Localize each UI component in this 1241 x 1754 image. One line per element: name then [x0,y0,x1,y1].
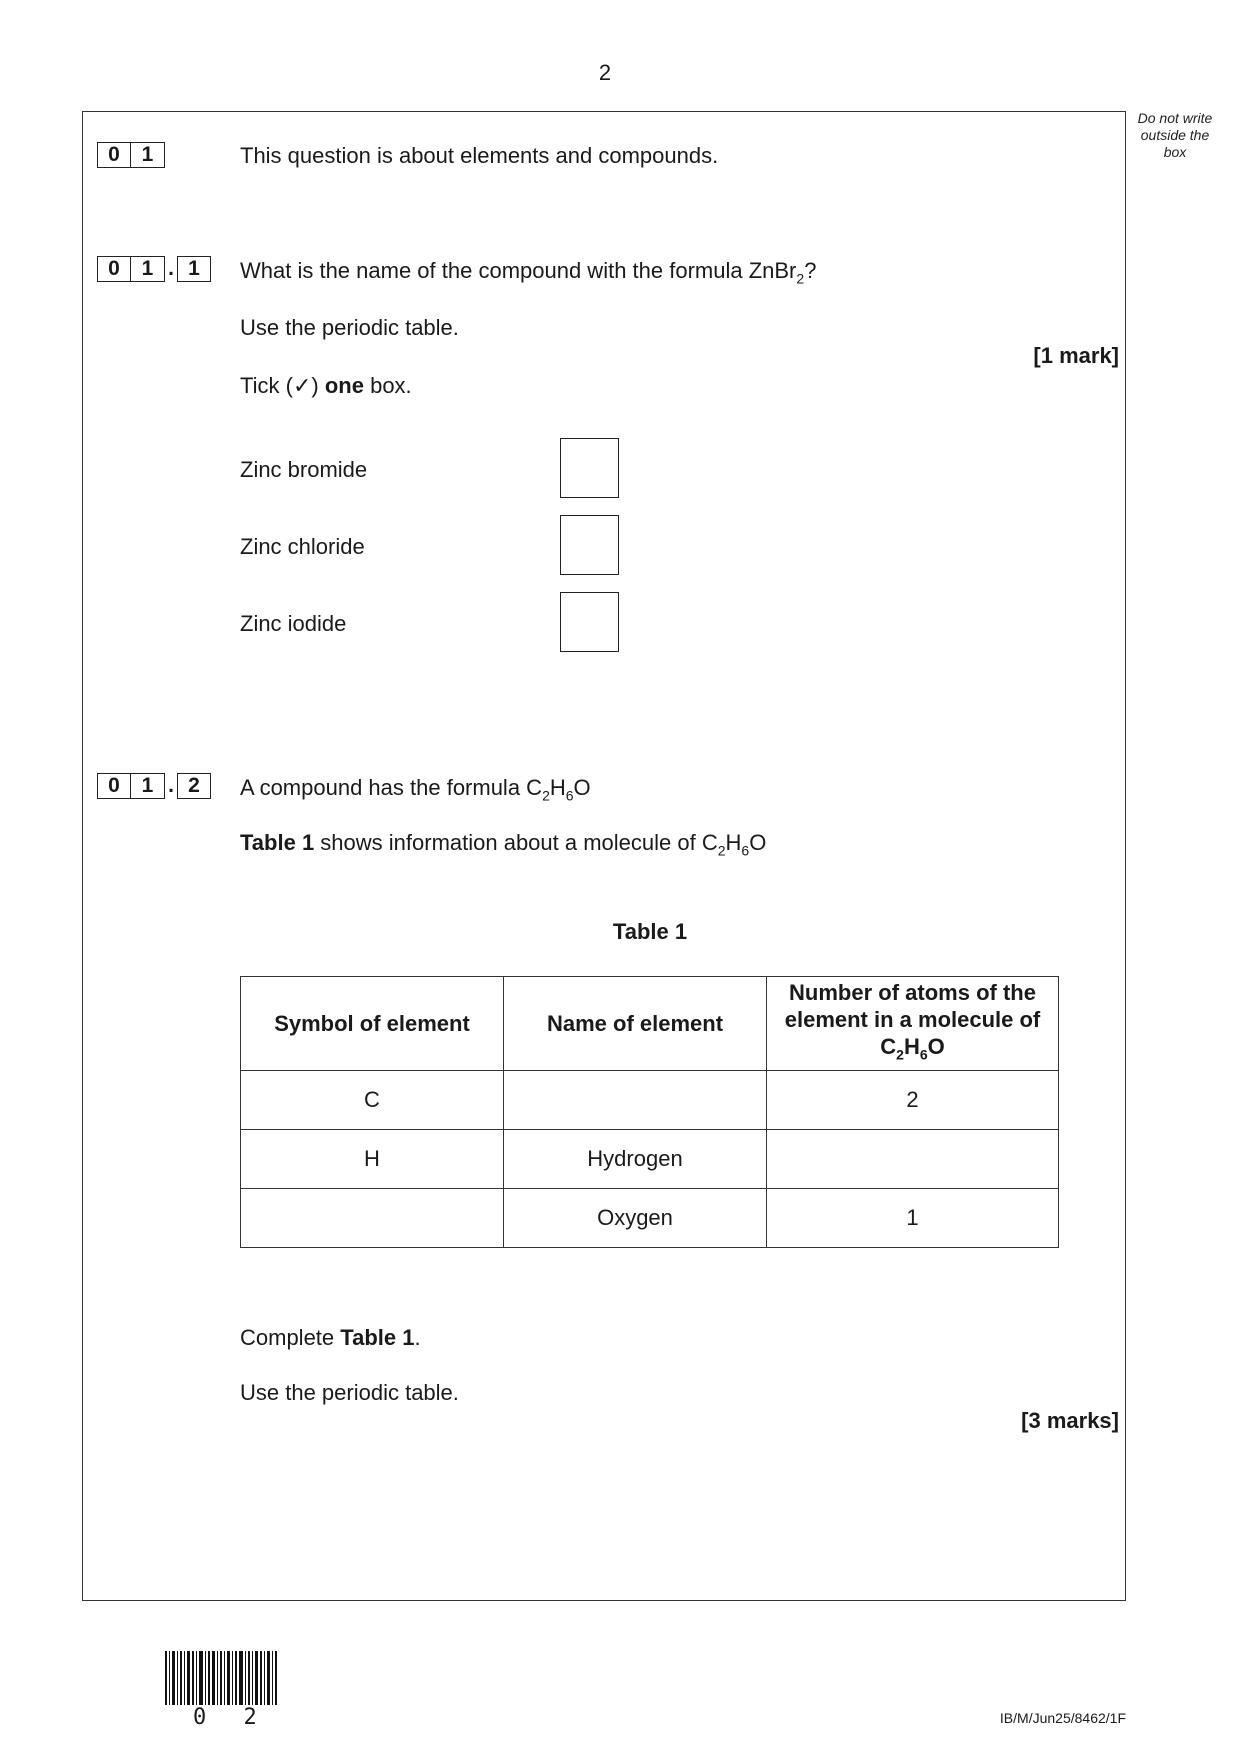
formula-lead: A compound has the formula C [240,775,543,800]
question-digit: 1 [177,256,211,282]
tick-emphasis: one [324,373,364,398]
table-ref: Table 1 [340,1325,415,1350]
question-end: ? [804,258,817,283]
table-cell: Hydrogen [504,1130,767,1189]
tick-box-zinc-bromide[interactable] [560,438,619,498]
question-digit: 1 [131,142,165,168]
barcode-number: 0 2 [193,1705,269,1730]
option-label: Zinc chloride [240,534,365,559]
formula-element: H [725,830,742,855]
barcode-image [165,1651,280,1705]
question-dot: . [168,774,174,797]
table-cell-answer[interactable] [767,1130,1059,1189]
compound-formula-text [240,775,591,803]
question-digit: 1 [131,256,165,282]
table-row [241,1071,1059,1130]
tick-box-zinc-chloride[interactable] [560,515,619,575]
marks-label: [1 mark] [1033,343,1119,368]
table-cell-answer[interactable] [241,1189,504,1248]
complete-table-instruction [240,1325,421,1351]
formula-element: O [927,1033,945,1059]
tick-text: ) [311,373,325,398]
question-dot: . [168,257,174,280]
table-cell: 1 [767,1189,1059,1248]
table-cell: Oxygen [504,1189,767,1248]
table-intro-text: shows information about a molecule of C [314,830,718,855]
margin-note: Do not write outside the box [1137,110,1213,160]
question-number-01-2 [97,773,211,799]
subscript: 6 [919,1046,928,1063]
question-number-01-1 [97,256,211,282]
table-cell: 2 [767,1071,1059,1130]
subscript: 2 [896,1046,904,1063]
question-digit: 0 [97,142,131,168]
page-number: 2 [598,60,612,85]
table-cell: C [241,1071,504,1130]
column-header: Name of element [504,977,767,1071]
question-number-01 [97,142,165,168]
subscript: 2 [717,842,726,859]
complete-text: . [414,1325,421,1350]
question-digit: 2 [177,773,211,799]
table-cell-answer[interactable] [504,1071,767,1130]
formula-element: H [549,775,566,800]
tick-text: box. [363,373,412,398]
formula-element: O [749,830,767,855]
header-text: Number of atoms of the element in a molecule of C [784,979,1041,1059]
tick-box-zinc-iodide[interactable] [560,592,619,652]
question-digit: 1 [131,773,165,799]
instruction-periodic-table: Use the periodic table. [240,1380,459,1405]
table-caption: Table 1 [612,919,688,944]
option-label: Zinc iodide [240,611,347,636]
formula-element: O [573,775,591,800]
table-row [241,1189,1059,1248]
subscript: 6 [741,842,750,859]
tick-mark-icon: ✓ [292,373,312,398]
table-header-row [241,977,1059,1071]
marks-label: [3 marks] [1021,1408,1119,1433]
question-01-1-text [240,258,816,286]
elements-table [240,976,1059,1248]
question-text: What is the name of the compound with the formula ZnBr [240,258,797,283]
tick-instruction [240,373,412,399]
table-cell: H [241,1130,504,1189]
question-01-intro: This question is about elements and compounds. [240,143,719,168]
complete-text: Complete [240,1325,341,1350]
table-row [241,1130,1059,1189]
tick-text: Tick ( [240,373,293,398]
paper-reference: IB/M/Jun25/8462/1F [999,1710,1126,1726]
column-header: Symbol of element [241,977,504,1071]
subscript: 6 [565,787,574,804]
instruction-periodic-table: Use the periodic table. [240,315,459,340]
subscript: 2 [796,270,805,287]
subscript: 2 [542,787,550,804]
formula-element: H [903,1033,920,1059]
column-header [767,977,1059,1071]
table-intro [240,830,766,858]
question-digit: 0 [97,256,131,282]
option-label: Zinc bromide [240,457,368,482]
question-digit: 0 [97,773,131,799]
table-ref: Table 1 [240,830,315,855]
